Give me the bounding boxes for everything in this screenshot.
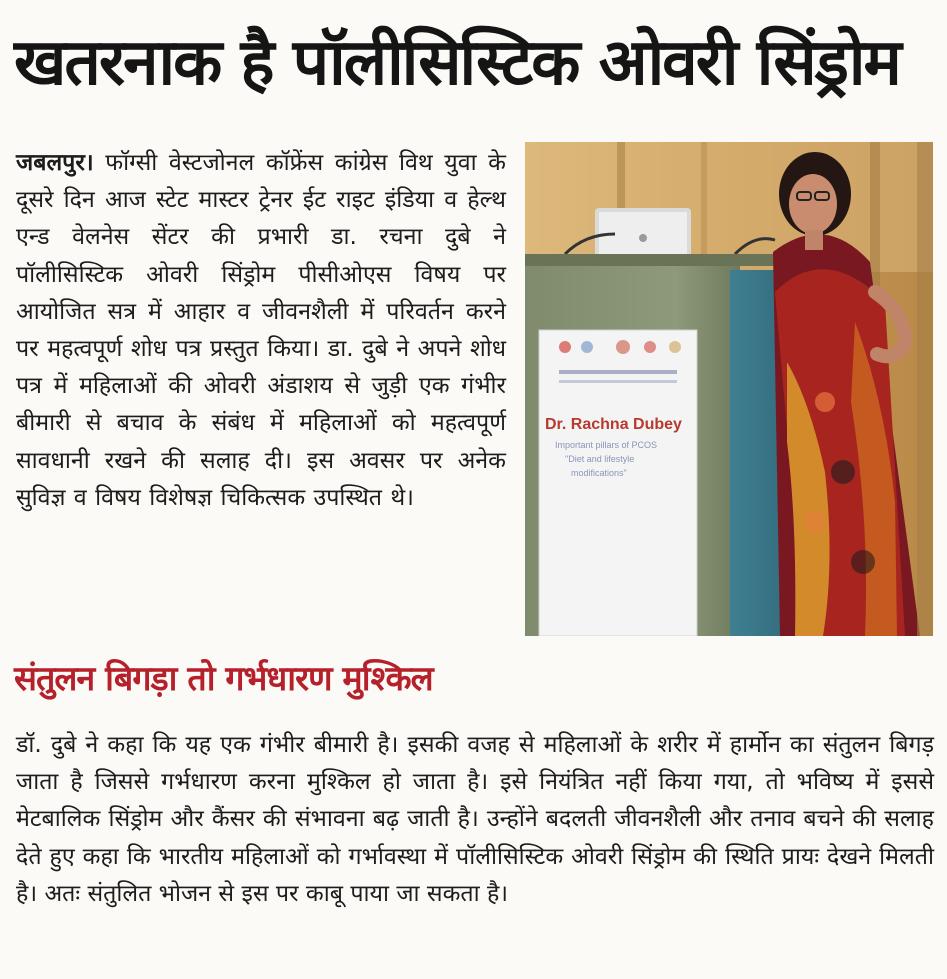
intro-text: फॉग्सी वेस्टजोनल कॉफ्रेंस कांग्रेस विथ युवा के दूसरे दिन आज स्टेट मास्टर ट्रेनर ईट राइट इंडिया व हेल्थ एन्ड वेलनेस सेंटर की प्रभारी डा. रचना दुबे ने पॉलीसिस्टिक ओवरी सिंड्रोम पीसीओएस विषय पर आयोजित सत्र में आहार व जीवनशैली में परिवर्तन करने पर महत्वपूर्ण शोध पत्र प्रस्तुत किया। डा. दुबे ने अपने शोध पत्र में महिलाओं की ओवरी अंडाशय से जुड़ी एक गंभीर बीमारी से बचाव के संबंध में महिलाओं को महत्वपूर्ण सावधानी रखने की सलाह दी। इस अवसर पर अनेक सुविज्ञ व विषय विशेषज्ञ चिकित्सक उपस्थित थे। xyxy=(16,149,506,511)
subheading: संतुलन बिगड़ा तो गर्भधारण मुश्किल xyxy=(14,659,433,699)
speaker-photo xyxy=(525,142,933,636)
banner-name: Dr. Rachna Dubey xyxy=(545,416,682,433)
banner-line-1: Important pillars of PCOS xyxy=(555,440,658,450)
headline: खतरनाक है पॉलीसिस्टिक ओवरी सिंड्रोम xyxy=(14,26,900,100)
banner-line-3: modifications" xyxy=(571,468,627,478)
speaker-photo-illustration xyxy=(525,142,933,636)
body-paragraph: डॉ. दुबे ने कहा कि यह एक गंभीर बीमारी है। इसकी वजह से महिलाओं के शरीर में हार्मोन का संतुलन बिगड़ जाता है जिससे गर्भधारण करना मुश्किल हो जाता है। इसे नियंत्रित नहीं किया गया, तो भविष्य में इससे मेटबालिक सिंड्रोम और कैंसर की संभावना बढ़ जाती है। उन्होंने बदलती जीवनशैली और तनाव बचने की सलाह देते हुए कहा कि भारतीय महिलाओं को गर्भावस्था में पॉलीसिस्टिक ओवरी सिंड्रोम की स्थिति प्रायः देखने मिलती है। अतः संतुलित भोजन से इस पर काबू पाया जा सकता है। xyxy=(16,731,934,907)
banner-line-2: "Diet and lifestyle xyxy=(565,454,635,464)
dateline: जबलपुर। xyxy=(16,149,94,176)
intro-paragraph xyxy=(16,144,506,516)
